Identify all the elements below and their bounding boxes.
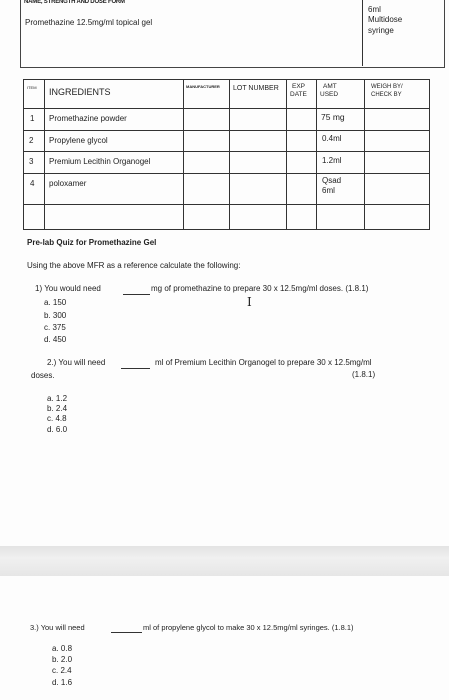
row-amount: 1.2ml	[322, 156, 342, 165]
q2-tail: ml of Premium Lecithin Organogel to prepare 30 x 12.5mg/ml	[155, 358, 372, 367]
col-header-exp-1: EXP	[292, 83, 306, 90]
q1-answer-blank[interactable]	[123, 294, 150, 295]
row-item-number: 4	[30, 179, 35, 188]
header-divider	[362, 0, 363, 66]
table-col-line	[316, 79, 317, 229]
q2-option[interactable]: d. 6.0	[47, 425, 68, 434]
table-row-line	[23, 108, 430, 109]
quiz-title: Pre-lab Quiz for Promethazine Gel	[27, 238, 157, 247]
table-col-line	[286, 79, 287, 229]
row-ingredient: Premium Lecithin Organogel	[49, 157, 151, 166]
table-row-line	[23, 130, 430, 131]
table-col-line	[44, 79, 45, 229]
row-ingredient: Propylene glycol	[49, 136, 108, 145]
package-line-1: 6ml	[368, 5, 381, 14]
q3-lead: 3.) You will need	[30, 623, 85, 632]
table-col-line	[364, 79, 365, 229]
row-amount: Qsad	[322, 176, 342, 185]
table-row-line	[23, 204, 430, 205]
q2-option[interactable]: c. 4.8	[47, 414, 67, 423]
q1-tail: mg of promethazine to prepare 30 x 12.5mg/ml doses. (1.8.1)	[151, 284, 369, 293]
col-header-weigh-2: CHECK BY	[371, 92, 402, 98]
q3-option[interactable]: b. 2.0	[52, 655, 73, 664]
row-item-number: 1	[30, 114, 35, 123]
table-row-line	[23, 173, 430, 174]
q1-option[interactable]: c. 375	[44, 323, 66, 332]
row-item-number: 3	[29, 157, 34, 166]
q2-answer-blank[interactable]	[121, 368, 150, 369]
table-col-line	[229, 79, 230, 229]
table-row-line	[23, 151, 430, 152]
q3-tail: ml of propylene glycol to make 30 x 12.5mg/ml syringes. (1.8.1)	[143, 623, 354, 632]
col-header-lot: LOT NUMBER	[233, 85, 279, 92]
col-header-item: ITEM	[27, 85, 37, 90]
row-amount: 6ml	[322, 186, 335, 195]
q3-option[interactable]: d. 1.6	[52, 678, 73, 687]
q3-option[interactable]: c. 2.4	[52, 666, 72, 675]
col-header-manufacturer: MANUFACTURER	[186, 84, 220, 89]
q1-lead: 1) You would need	[35, 284, 101, 293]
q3-answer-blank[interactable]	[111, 632, 142, 633]
q2-option[interactable]: a. 1.2	[47, 394, 68, 403]
row-amount: 0.4ml	[322, 134, 342, 143]
quiz-instructions: Using the above MFR as a reference calculate the following:	[27, 261, 241, 270]
q2-option[interactable]: b. 2.4	[47, 404, 68, 413]
header-cut-heading: NAME, STRENGTH AND DOSE FORM	[24, 0, 125, 5]
q2-lead: 2.) You will need	[47, 358, 106, 367]
q1-option[interactable]: a. 150	[44, 298, 67, 307]
product-name: Promethazine 12.5mg/ml topical gel	[25, 18, 153, 27]
col-header-amt-1: AMT	[323, 83, 337, 90]
q3-option[interactable]: a. 0.8	[52, 644, 73, 653]
text-cursor-icon: I	[247, 295, 252, 309]
col-header-exp-2: DATE	[290, 91, 307, 98]
q1-option[interactable]: b. 300	[44, 311, 67, 320]
col-header-weigh-1: WEIGH BY/	[371, 84, 403, 90]
row-item-number: 2	[29, 136, 34, 145]
row-ingredient: poloxamer	[49, 179, 87, 188]
q1-option[interactable]: d. 450	[44, 335, 67, 344]
col-header-ingredients: INGREDIENTS	[49, 87, 111, 97]
ingredients-table	[23, 79, 430, 230]
package-line-3: syringe	[368, 26, 394, 35]
page-gap	[0, 546, 449, 576]
table-col-line	[183, 79, 184, 229]
row-ingredient: Promethazine powder	[49, 114, 127, 123]
q2-reference: (1.8.1)	[352, 370, 376, 379]
row-amount: 75 mg	[321, 112, 345, 122]
package-line-2: Multidose	[368, 15, 403, 24]
col-header-amt-2: USED	[320, 91, 339, 98]
q2-tail-cont: doses.	[31, 371, 55, 380]
